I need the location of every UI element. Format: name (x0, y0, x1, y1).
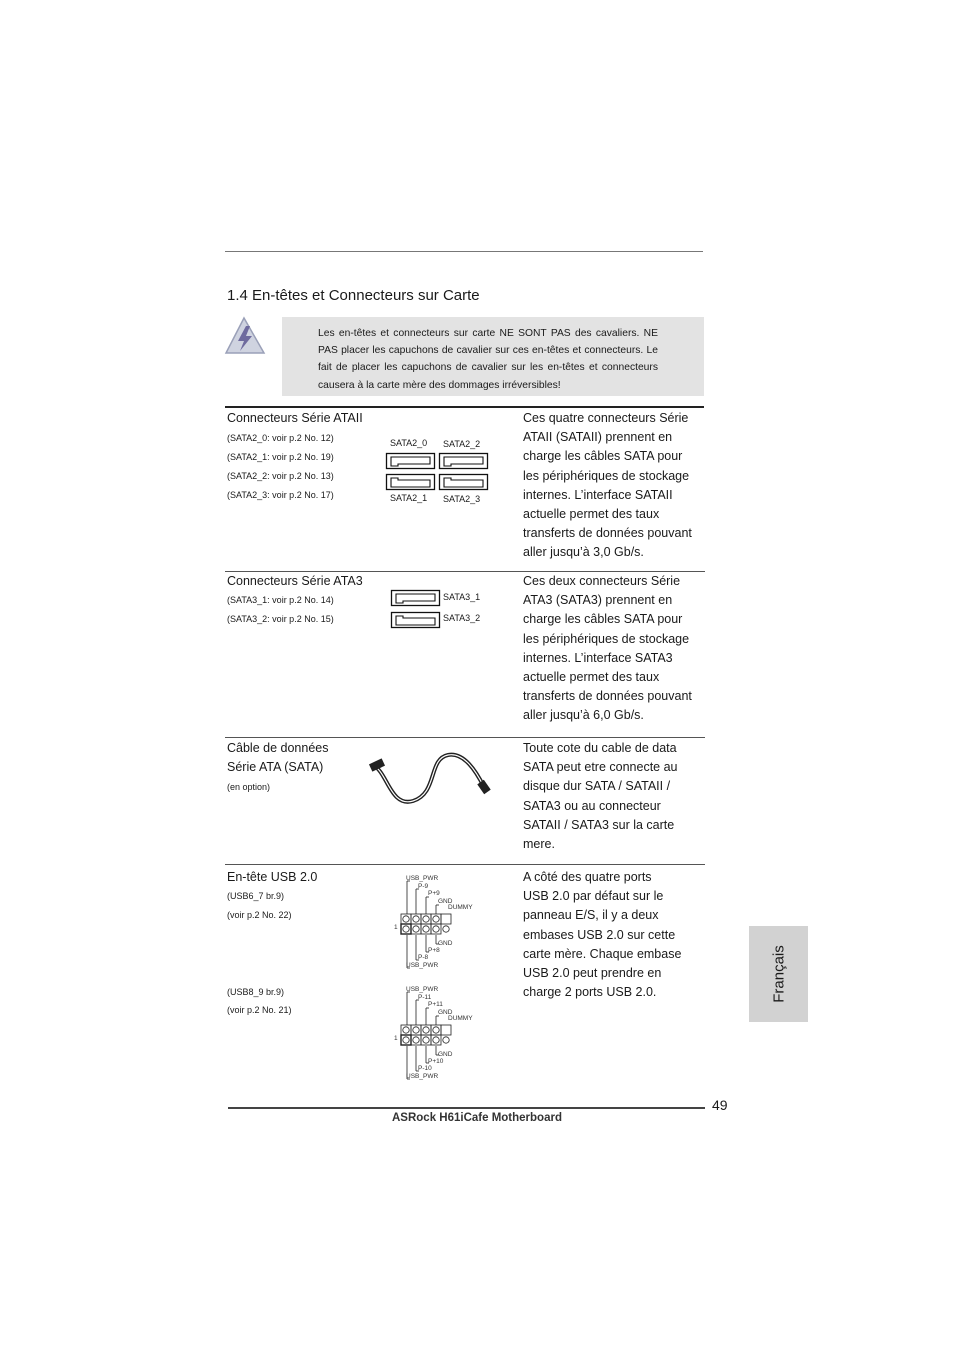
pin-label: USB_PWR (406, 962, 439, 969)
description-line: ATA3 (SATA3) prennent en (523, 593, 673, 608)
pin-label: P-11 (418, 994, 432, 1001)
pin-label: P+8 (428, 947, 440, 954)
sata3-ref: (SATA3_1: voir p.2 No. 14) (227, 595, 334, 605)
usb-header-diagram (396, 984, 486, 1084)
description-line: Ces deux connecteurs Série (523, 574, 681, 588)
usb-header-diagram (396, 873, 486, 973)
sata2-ref: (SATA2_3: voir p.2 No. 17) (227, 490, 334, 500)
description-line: aller jusqu’à 3,0 Gb/s. (523, 545, 644, 560)
description-line: Toute cote du cable de data (523, 741, 677, 755)
sata3-title: Connecteurs Série ATA3 (227, 574, 363, 588)
description-line: transferts de données pouvant (523, 689, 692, 704)
pin-label: P-9 (418, 883, 429, 890)
description-line: actuelle permet des taux (523, 507, 660, 522)
description-line: transferts de données pouvant (523, 526, 692, 541)
top-rule (225, 251, 703, 252)
sata2-connectors-icon (386, 453, 490, 491)
pin-label: GND (438, 940, 453, 947)
page-number: 49 (712, 1097, 728, 1113)
row-divider (225, 864, 705, 865)
description-line: aller jusqu’à 6,0 Gb/s. (523, 708, 644, 723)
description-line: internes. L’interface SATAII (523, 487, 673, 502)
language-tab (749, 926, 808, 1022)
pin-label: P+10 (428, 1058, 444, 1065)
pin-label: USB_PWR (406, 986, 439, 993)
usb-header-pins-icon (396, 984, 486, 1084)
usb-ref: (USB6_7 br.9) (227, 891, 285, 901)
sata-cable-icon (368, 749, 492, 809)
sata-port-label: SATA2_2 (443, 439, 481, 449)
description-line: charge les câbles SATA pour (523, 612, 683, 627)
footer-rule (228, 1107, 705, 1109)
language-tab-label: Français (770, 945, 787, 1003)
description-line: panneau E/S, il y a deux (523, 908, 659, 923)
description-line: SATAII / SATA3 sur la carte (523, 817, 675, 832)
sata-port-label: SATA2_0 (390, 438, 428, 448)
usb-header-pins-icon (396, 873, 486, 973)
pin-label: USB_PWR (406, 875, 439, 882)
sata2-title: Connecteurs Série ATAII (227, 411, 363, 425)
warning-text: Les en-têtes et connecteurs sur carte NE SONT PAS des cavaliers. NE PAS placer les capuchons de cavalier sur ces en-têtes et connecteurs. Le fait de placer les capuchons de cavalier sur les en-têtes et connecteurs causera à la carte mère des dommages irréversibles! (318, 328, 658, 391)
description-line: les périphériques de stockage (523, 631, 690, 646)
pin-label: GND (438, 1051, 453, 1058)
pin-label: P+11 (428, 1001, 443, 1008)
description-line: les périphériques de stockage (523, 468, 690, 483)
sata3-connectors-icon (391, 590, 441, 630)
pin-label: GND (438, 898, 453, 905)
description-line: ATAII (SATAII) prennent en (523, 430, 673, 445)
cable-title: Série ATA (SATA) (227, 760, 324, 774)
description-line: A côté des quatre ports (523, 870, 652, 884)
cable-title: Câble de données (227, 741, 329, 755)
cable-note: (en option) (227, 782, 271, 792)
pin-label: P+9 (428, 890, 440, 897)
pin-label: GND (438, 1009, 453, 1016)
usb-title: En-tête USB 2.0 (227, 870, 318, 884)
description-line: charge 2 ports USB 2.0. (523, 985, 657, 1000)
sata-port-label: SATA2_1 (390, 493, 428, 503)
description-line: carte mère. Chaque embase (523, 946, 682, 961)
description-line: Ces quatre connecteurs Série (523, 411, 689, 425)
description-line: internes. L’interface SATA3 (523, 650, 673, 665)
sata-port-label: SATA2_3 (443, 494, 481, 504)
description-line: mere. (523, 837, 555, 852)
description-line: actuelle permet des taux (523, 670, 660, 685)
pin-label: USB_PWR (406, 1073, 439, 1080)
row-divider (225, 737, 705, 738)
usb-ref: (voir p.2 No. 21) (227, 1005, 292, 1015)
description-line: USB 2.0 par défaut sur le (523, 889, 664, 904)
pin-label: DUMMY (448, 904, 473, 911)
description-line: disque dur SATA / SATAII / (523, 779, 671, 794)
pin-one-label: 1 (394, 924, 398, 931)
pin-label: P-8 (418, 954, 429, 961)
sata2-ref: (SATA2_1: voir p.2 No. 19) (227, 452, 334, 462)
lightning-warning-icon (224, 316, 268, 356)
sata2-ref: (SATA2_0: voir p.2 No. 12) (227, 433, 334, 443)
description-line: SATA3 ou au connecteur (523, 798, 661, 813)
footer-product: ASRock H61iCafe Motherboard (392, 1112, 562, 1124)
pin-one-label: 1 (394, 1035, 398, 1042)
sata-port-label: SATA3_1 (443, 592, 481, 602)
description-line: charge les câbles SATA pour (523, 449, 683, 464)
sata3-ref: (SATA3_2: voir p.2 No. 15) (227, 614, 334, 624)
description-line: embases USB 2.0 sur cette (523, 927, 676, 942)
table-top-rule (225, 406, 704, 408)
pin-label: P-10 (418, 1065, 432, 1072)
description-line: USB 2.0 peut prendre en (523, 966, 662, 981)
usb-ref: (USB8_9 br.9) (227, 987, 285, 997)
section-heading: 1.4 En-têtes et Connecteurs sur Carte (227, 287, 480, 304)
description-line: SATA peut etre connecte au (523, 760, 678, 775)
pin-label: DUMMY (448, 1015, 473, 1022)
sata2-ref: (SATA2_2: voir p.2 No. 13) (227, 471, 334, 481)
usb-ref: (voir p.2 No. 22) (227, 910, 292, 920)
sata-port-label: SATA3_2 (443, 613, 481, 623)
